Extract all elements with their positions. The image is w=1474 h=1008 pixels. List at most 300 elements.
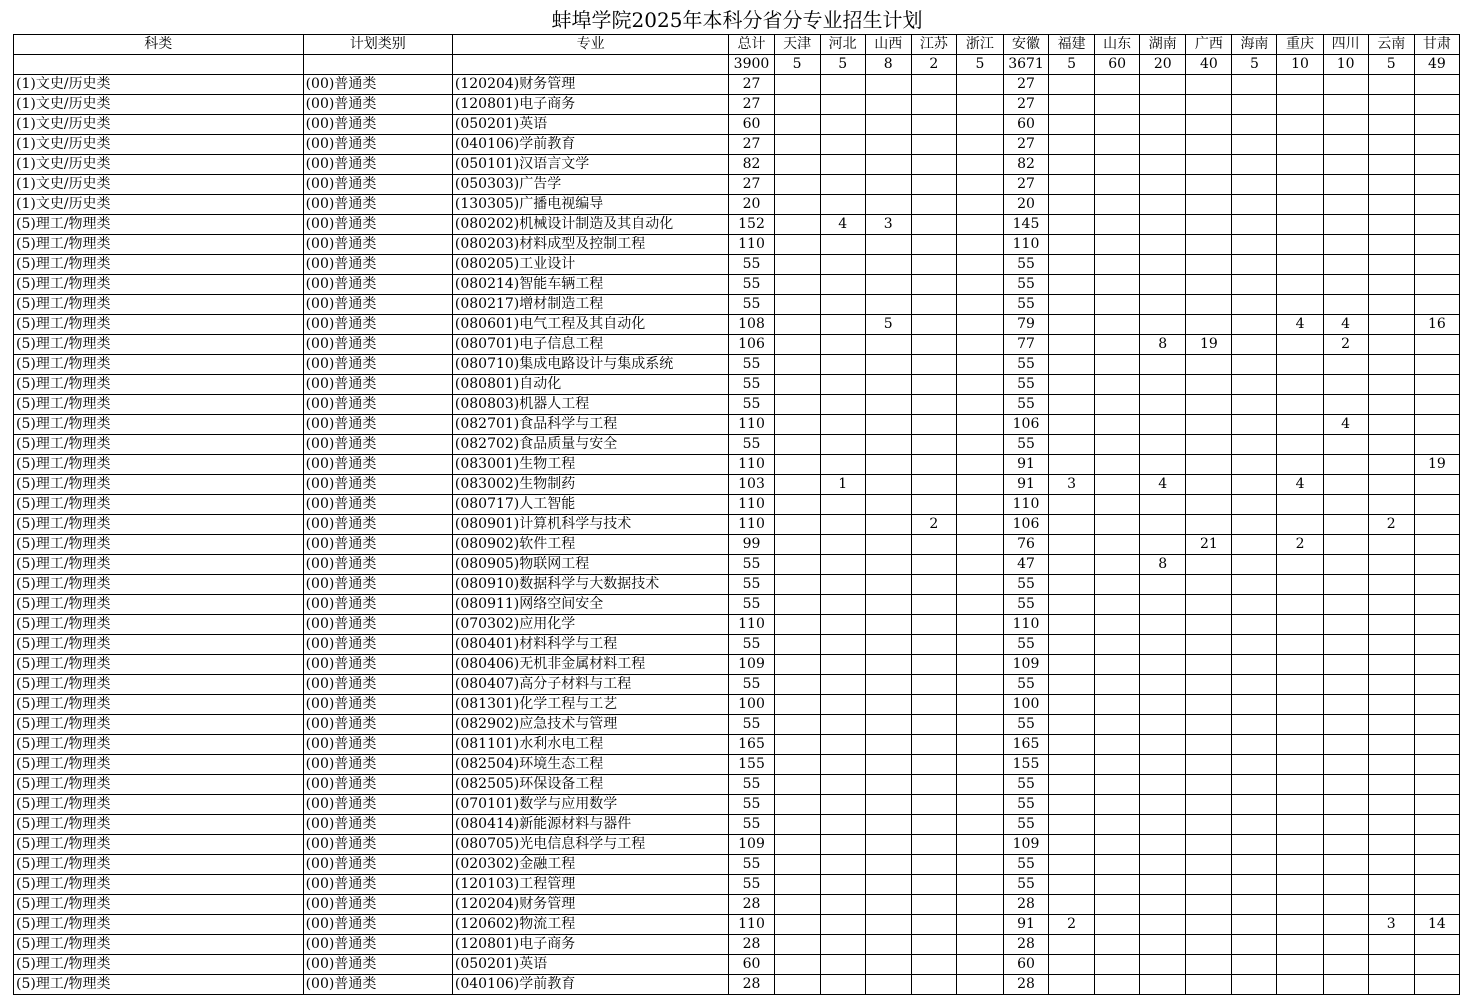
cell-province-count: 91	[1003, 915, 1048, 935]
cell-major: (120204)财务管理	[452, 895, 729, 915]
cell-major: (040106)学前教育	[452, 135, 729, 155]
cell-province-count: 14	[1414, 915, 1459, 935]
cell-province-count	[956, 175, 1003, 195]
cell-province-count	[1186, 495, 1232, 515]
cell-major: (083001)生物工程	[452, 455, 729, 475]
cell-province-count	[774, 255, 820, 275]
cell-plan-type: (00)普通类	[303, 395, 452, 415]
header-province: 重庆	[1277, 35, 1323, 55]
cell-province-count	[774, 855, 820, 875]
cell-province-count: 27	[1003, 75, 1048, 95]
cell-category: (5)理工/物理类	[14, 255, 304, 275]
cell-province-count	[911, 395, 956, 415]
cell-province-count	[820, 695, 865, 715]
cell-province-count	[956, 755, 1003, 775]
cell-province-count	[774, 335, 820, 355]
cell-major: (020302)金融工程	[452, 855, 729, 875]
cell-province-count	[1049, 75, 1095, 95]
cell-province-count	[1049, 795, 1095, 815]
table-row	[14, 835, 1460, 855]
cell-province-count	[1277, 375, 1323, 395]
cell-province-count	[1095, 615, 1140, 635]
cell-province-count	[1368, 595, 1414, 615]
cell-province-count: 100	[1003, 695, 1048, 715]
cell-plan-type: (00)普通类	[303, 575, 452, 595]
cell-category: (5)理工/物理类	[14, 875, 304, 895]
cell-category: (5)理工/物理类	[14, 395, 304, 415]
cell-category: (1)文史/历史类	[14, 155, 304, 175]
cell-province-count	[1232, 515, 1277, 535]
cell-province-count	[1323, 955, 1368, 975]
totals-province: 2	[911, 55, 956, 75]
table-row	[14, 815, 1460, 835]
cell-province-count	[1095, 355, 1140, 375]
cell-province-count	[1368, 435, 1414, 455]
cell-province-count: 4	[1277, 315, 1323, 335]
cell-province-count	[1232, 615, 1277, 635]
cell-province-count	[1232, 715, 1277, 735]
header-province: 山东	[1095, 35, 1140, 55]
cell-province-count	[1186, 215, 1232, 235]
cell-province-count	[956, 935, 1003, 955]
cell-province-count	[1414, 935, 1459, 955]
table-row	[14, 75, 1460, 95]
cell-province-count	[1277, 75, 1323, 95]
cell-province-count	[1140, 915, 1186, 935]
cell-province-count	[1368, 335, 1414, 355]
table-row	[14, 755, 1460, 775]
cell-total: 27	[729, 175, 774, 195]
table-row	[14, 295, 1460, 315]
cell-plan-type: (00)普通类	[303, 935, 452, 955]
cell-province-count	[1323, 455, 1368, 475]
cell-province-count	[1140, 495, 1186, 515]
cell-province-count	[1140, 535, 1186, 555]
cell-province-count: 60	[1003, 955, 1048, 975]
cell-province-count	[1368, 495, 1414, 515]
cell-province-count	[1414, 835, 1459, 855]
cell-province-count	[774, 695, 820, 715]
cell-province-count	[911, 775, 956, 795]
cell-province-count	[865, 455, 911, 475]
cell-major: (081101)水利水电工程	[452, 735, 729, 755]
totals-province: 5	[774, 55, 820, 75]
cell-province-count	[1049, 855, 1095, 875]
cell-province-count	[1186, 355, 1232, 375]
cell-province-count	[774, 495, 820, 515]
cell-category: (5)理工/物理类	[14, 475, 304, 495]
cell-province-count	[1323, 375, 1368, 395]
cell-province-count	[1323, 975, 1368, 995]
cell-province-count	[1095, 935, 1140, 955]
cell-province-count	[1368, 675, 1414, 695]
cell-province-count: 8	[1140, 555, 1186, 575]
cell-province-count	[1232, 115, 1277, 135]
cell-total: 28	[729, 935, 774, 955]
cell-province-count	[1368, 855, 1414, 875]
cell-province-count	[1414, 195, 1459, 215]
table-row	[14, 515, 1460, 535]
cell-major: (070302)应用化学	[452, 615, 729, 635]
cell-province-count	[865, 755, 911, 775]
cell-plan-type: (00)普通类	[303, 555, 452, 575]
cell-province-count	[911, 115, 956, 135]
cell-province-count	[1095, 975, 1140, 995]
table-row	[14, 855, 1460, 875]
cell-province-count	[1323, 615, 1368, 635]
cell-category: (5)理工/物理类	[14, 915, 304, 935]
cell-province-count	[1277, 135, 1323, 155]
cell-province-count	[1414, 775, 1459, 795]
cell-province-count	[1049, 415, 1095, 435]
cell-province-count	[820, 875, 865, 895]
cell-province-count	[865, 415, 911, 435]
cell-province-count	[1049, 235, 1095, 255]
cell-province-count	[956, 915, 1003, 935]
header-province: 海南	[1232, 35, 1277, 55]
cell-province-count	[1049, 435, 1095, 455]
cell-province-count	[1277, 815, 1323, 835]
header-province: 江苏	[911, 35, 956, 55]
cell-province-count	[865, 935, 911, 955]
cell-province-count	[1095, 955, 1140, 975]
cell-province-count	[911, 875, 956, 895]
cell-province-count	[1277, 615, 1323, 635]
cell-province-count	[1095, 295, 1140, 315]
cell-province-count	[1049, 155, 1095, 175]
cell-province-count	[1140, 815, 1186, 835]
cell-major: (082902)应急技术与管理	[452, 715, 729, 735]
table-row	[14, 575, 1460, 595]
cell-province-count	[1323, 135, 1368, 155]
cell-category: (5)理工/物理类	[14, 775, 304, 795]
cell-province-count	[911, 695, 956, 715]
cell-province-count: 55	[1003, 395, 1048, 415]
cell-province-count: 3	[865, 215, 911, 235]
cell-province-count	[1323, 695, 1368, 715]
cell-plan-type: (00)普通类	[303, 895, 452, 915]
cell-province-count	[1186, 515, 1232, 535]
cell-province-count: 2	[1323, 335, 1368, 355]
cell-category: (5)理工/物理类	[14, 655, 304, 675]
table-row	[14, 975, 1460, 995]
cell-province-count	[1414, 75, 1459, 95]
cell-province-count	[1049, 755, 1095, 775]
cell-province-count	[911, 495, 956, 515]
cell-province-count	[820, 495, 865, 515]
cell-province-count: 76	[1003, 535, 1048, 555]
cell-province-count	[1049, 775, 1095, 795]
table-row	[14, 155, 1460, 175]
cell-province-count: 91	[1003, 475, 1048, 495]
cell-province-count	[1049, 355, 1095, 375]
cell-province-count: 1	[820, 475, 865, 495]
cell-category: (5)理工/物理类	[14, 515, 304, 535]
table-row	[14, 235, 1460, 255]
cell-province-count	[1232, 555, 1277, 575]
cell-province-count	[1140, 615, 1186, 635]
cell-province-count	[911, 855, 956, 875]
cell-province-count	[1323, 115, 1368, 135]
totals-province: 3671	[1003, 55, 1048, 75]
cell-plan-type: (00)普通类	[303, 755, 452, 775]
cell-province-count: 55	[1003, 855, 1048, 875]
cell-province-count	[1186, 75, 1232, 95]
cell-province-count	[1323, 215, 1368, 235]
cell-province-count	[911, 195, 956, 215]
cell-province-count	[956, 295, 1003, 315]
cell-province-count	[956, 395, 1003, 415]
cell-province-count	[1414, 175, 1459, 195]
cell-province-count	[1232, 415, 1277, 435]
cell-total: 55	[729, 635, 774, 655]
cell-province-count	[1414, 715, 1459, 735]
cell-province-count	[911, 255, 956, 275]
cell-province-count	[911, 415, 956, 435]
cell-province-count	[1277, 675, 1323, 695]
cell-province-count: 55	[1003, 635, 1048, 655]
cell-province-count	[865, 335, 911, 355]
cell-province-count	[1140, 455, 1186, 475]
cell-province-count	[1095, 855, 1140, 875]
cell-province-count: 5	[865, 315, 911, 335]
cell-province-count	[1323, 595, 1368, 615]
totals-province: 40	[1186, 55, 1232, 75]
cell-province-count	[1323, 175, 1368, 195]
cell-province-count	[1414, 815, 1459, 835]
cell-province-count	[774, 755, 820, 775]
cell-province-count	[1277, 975, 1323, 995]
cell-province-count	[1232, 395, 1277, 415]
cell-province-count	[911, 655, 956, 675]
cell-province-count	[1414, 575, 1459, 595]
cell-total: 110	[729, 495, 774, 515]
cell-province-count	[1095, 255, 1140, 275]
cell-province-count: 145	[1003, 215, 1048, 235]
cell-province-count	[820, 155, 865, 175]
cell-province-count	[1095, 835, 1140, 855]
cell-province-count	[1186, 475, 1232, 495]
cell-province-count	[1232, 955, 1277, 975]
cell-province-count: 2	[1368, 515, 1414, 535]
cell-category: (5)理工/物理类	[14, 555, 304, 575]
cell-province-count	[820, 515, 865, 535]
cell-major: (082504)环境生态工程	[452, 755, 729, 775]
cell-province-count	[1277, 115, 1323, 135]
cell-province-count	[1277, 895, 1323, 915]
cell-province-count	[1049, 515, 1095, 535]
cell-province-count	[820, 315, 865, 335]
cell-province-count	[1049, 695, 1095, 715]
cell-province-count	[911, 435, 956, 455]
table-row	[14, 775, 1460, 795]
cell-province-count	[1186, 935, 1232, 955]
cell-plan-type: (00)普通类	[303, 875, 452, 895]
cell-major: (080803)机器人工程	[452, 395, 729, 415]
cell-province-count	[1140, 115, 1186, 135]
cell-province-count	[1049, 195, 1095, 215]
cell-province-count	[774, 635, 820, 655]
cell-total: 55	[729, 255, 774, 275]
cell-province-count	[1368, 375, 1414, 395]
cell-major: (050303)广告学	[452, 175, 729, 195]
header-province: 安徽	[1003, 35, 1048, 55]
cell-province-count: 2	[1277, 535, 1323, 555]
cell-province-count: 55	[1003, 295, 1048, 315]
cell-province-count	[1095, 335, 1140, 355]
cell-province-count	[1414, 875, 1459, 895]
cell-province-count	[1186, 595, 1232, 615]
cell-province-count	[1232, 675, 1277, 695]
cell-province-count	[1277, 735, 1323, 755]
cell-province-count	[911, 355, 956, 375]
cell-province-count	[820, 355, 865, 375]
cell-major: (080202)机械设计制造及其自动化	[452, 215, 729, 235]
cell-province-count	[1140, 735, 1186, 755]
cell-province-count	[911, 895, 956, 915]
cell-province-count	[774, 735, 820, 755]
cell-province-count	[1140, 75, 1186, 95]
cell-province-count	[1049, 675, 1095, 695]
cell-province-count	[1049, 295, 1095, 315]
cell-plan-type: (00)普通类	[303, 675, 452, 695]
cell-plan-type: (00)普通类	[303, 915, 452, 935]
cell-province-count	[1095, 315, 1140, 335]
cell-province-count	[865, 255, 911, 275]
cell-major: (080910)数据科学与大数据技术	[452, 575, 729, 595]
cell-category: (5)理工/物理类	[14, 415, 304, 435]
cell-total: 55	[729, 435, 774, 455]
cell-province-count	[774, 615, 820, 635]
totals-province: 5	[1368, 55, 1414, 75]
table-row	[14, 215, 1460, 235]
cell-total: 55	[729, 555, 774, 575]
cell-plan-type: (00)普通类	[303, 595, 452, 615]
table-row	[14, 615, 1460, 635]
cell-province-count	[1414, 895, 1459, 915]
cell-province-count	[1414, 695, 1459, 715]
table-row	[14, 375, 1460, 395]
totals-province: 60	[1095, 55, 1140, 75]
cell-major: (080414)新能源材料与器件	[452, 815, 729, 835]
cell-province-count	[1232, 255, 1277, 275]
cell-category: (5)理工/物理类	[14, 815, 304, 835]
cell-province-count	[1368, 315, 1414, 335]
cell-province-count	[1323, 735, 1368, 755]
cell-province-count	[1186, 415, 1232, 435]
cell-province-count	[1095, 915, 1140, 935]
cell-province-count	[774, 515, 820, 535]
cell-total: 60	[729, 115, 774, 135]
cell-province-count	[911, 595, 956, 615]
cell-province-count	[1095, 695, 1140, 715]
cell-province-count	[774, 435, 820, 455]
cell-province-count	[1323, 395, 1368, 415]
cell-province-count	[1232, 215, 1277, 235]
cell-province-count	[1186, 915, 1232, 935]
cell-province-count	[1049, 495, 1095, 515]
cell-province-count	[1049, 595, 1095, 615]
cell-province-count	[1232, 135, 1277, 155]
cell-province-count	[1323, 855, 1368, 875]
cell-province-count	[1277, 235, 1323, 255]
cell-province-count	[865, 135, 911, 155]
cell-province-count	[865, 775, 911, 795]
cell-province-count	[1232, 315, 1277, 335]
cell-province-count	[956, 435, 1003, 455]
cell-province-count	[956, 135, 1003, 155]
cell-province-count	[1186, 195, 1232, 215]
cell-total: 100	[729, 695, 774, 715]
cell-plan-type: (00)普通类	[303, 695, 452, 715]
cell-province-count	[1095, 115, 1140, 135]
cell-province-count	[956, 895, 1003, 915]
cell-province-count	[1414, 415, 1459, 435]
cell-province-count: 2	[911, 515, 956, 535]
cell-category: (5)理工/物理类	[14, 295, 304, 315]
cell-total: 55	[729, 875, 774, 895]
cell-province-count	[865, 495, 911, 515]
cell-major: (080710)集成电路设计与集成系统	[452, 355, 729, 375]
cell-province-count	[1186, 555, 1232, 575]
cell-province-count	[1140, 155, 1186, 175]
cell-province-count	[1140, 955, 1186, 975]
cell-province-count	[1232, 755, 1277, 775]
cell-province-count	[774, 295, 820, 315]
cell-province-count	[1414, 475, 1459, 495]
cell-plan-type: (00)普通类	[303, 135, 452, 155]
cell-plan-type: (00)普通类	[303, 615, 452, 635]
cell-province-count	[1323, 255, 1368, 275]
header-province: 浙江	[956, 35, 1003, 55]
cell-province-count: 82	[1003, 155, 1048, 175]
cell-province-count: 3	[1049, 475, 1095, 495]
cell-total: 103	[729, 475, 774, 495]
cell-province-count: 19	[1414, 455, 1459, 475]
cell-province-count	[774, 535, 820, 555]
cell-province-count	[1095, 575, 1140, 595]
cell-province-count	[1368, 75, 1414, 95]
header-province: 河北	[820, 35, 865, 55]
cell-province-count	[1140, 135, 1186, 155]
cell-province-count	[911, 315, 956, 335]
cell-major: (082701)食品科学与工程	[452, 415, 729, 435]
cell-province-count	[1232, 935, 1277, 955]
cell-category: (5)理工/物理类	[14, 755, 304, 775]
cell-province-count	[956, 835, 1003, 855]
table-row	[14, 555, 1460, 575]
cell-province-count	[1049, 555, 1095, 575]
cell-province-count	[911, 615, 956, 635]
cell-province-count	[1140, 195, 1186, 215]
cell-province-count	[865, 435, 911, 455]
cell-province-count	[1186, 95, 1232, 115]
cell-province-count	[774, 715, 820, 735]
cell-province-count	[1414, 855, 1459, 875]
cell-province-count	[1232, 875, 1277, 895]
cell-province-count	[1277, 935, 1323, 955]
table-row	[14, 715, 1460, 735]
cell-total: 110	[729, 235, 774, 255]
cell-province-count	[865, 595, 911, 615]
cell-province-count: 110	[1003, 495, 1048, 515]
cell-province-count	[1323, 155, 1368, 175]
cell-province-count	[956, 635, 1003, 655]
cell-province-count	[1277, 635, 1323, 655]
cell-province-count	[1186, 675, 1232, 695]
cell-province-count	[820, 675, 865, 695]
cell-province-count	[911, 835, 956, 855]
